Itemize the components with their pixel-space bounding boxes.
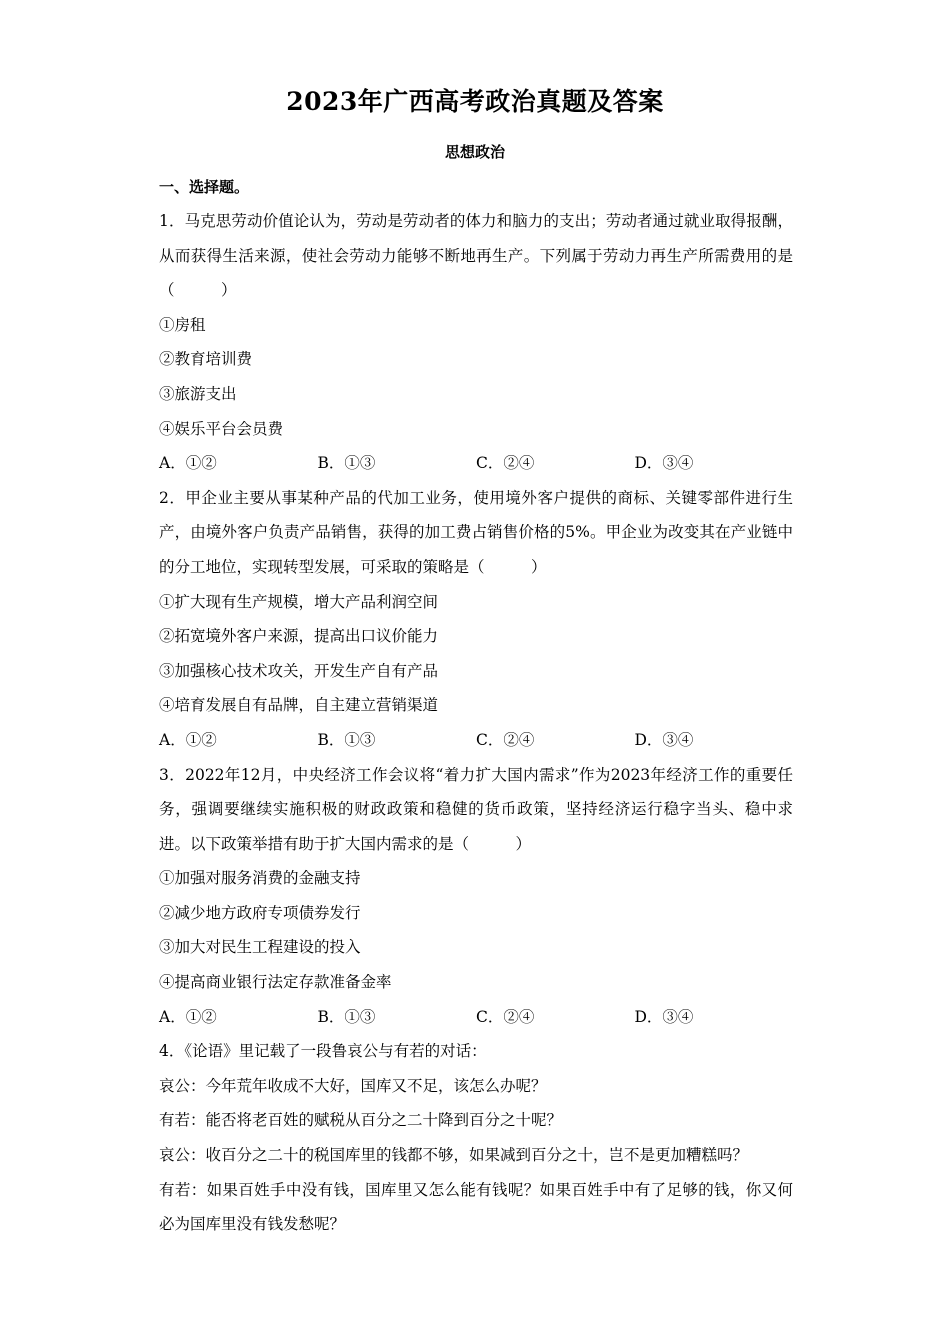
question-item: ②减少地方政府专项债券发行 <box>159 903 361 922</box>
dialogue-line: 有若：能否将老百姓的赋税从百分之二十降到百分之十呢？ <box>159 1111 563 1130</box>
question-item: ④培育发展自有品牌，自主建立营销渠道 <box>159 696 439 715</box>
question-item: ④娱乐平台会员费 <box>159 419 284 438</box>
question-stem: 1．马克思劳动价值论认为，劳动是劳动者的体力和脑力的支出；劳动者通过就业取得报酬，从而获得生活来源，使社会劳动力能够不断地再生产。下列属于劳动力再生产所需费用的是（ ） <box>159 212 793 300</box>
question-4 <box>159 1034 793 1242</box>
question-item: ③加大对民生工程建设的投入 <box>159 938 361 957</box>
question-item: ②教育培训费 <box>159 350 253 369</box>
option-a: A．①② <box>159 1007 217 1026</box>
question-stem: 2．甲企业主要从事某种产品的代加工业务，使用境外客户提供的商标、关键零部件进行生产，由境外客户负责产品销售，获得的加工费占销售价格的5%。甲企业为改变其在产业链中的分工地位，实现转型发展，可采取的策略是（ ） <box>159 488 793 576</box>
option-a: A．①② <box>159 454 217 473</box>
question-item: ①房租 <box>159 315 206 334</box>
question-2 <box>159 481 793 758</box>
question-1 <box>159 204 793 481</box>
question-stem: 4．《论语》里记载了一段鲁哀公与有若的对话： <box>159 1042 487 1061</box>
question-item: ④提高商业银行法定存款准备金率 <box>159 973 392 992</box>
answer-options <box>159 446 793 481</box>
option-c: C．②④ <box>476 730 535 749</box>
section-heading: 一、选择题。 <box>159 178 250 196</box>
option-a: A．①② <box>159 730 217 749</box>
answer-options <box>159 723 793 758</box>
question-item: ①加强对服务消费的金融支持 <box>159 869 361 888</box>
document-subtitle: 思想政治 <box>444 143 505 161</box>
option-b: B．①③ <box>317 730 376 749</box>
document-title: 2023年广西高考政治真题及答案 <box>286 87 664 116</box>
option-c: C．②④ <box>476 1007 535 1026</box>
question-stem: 3．2022年12月，中央经济工作会议将“着力扩大国内需求”作为2023年经济工作的重要任务，强调要继续实施积极的财政政策和稳健的货币政策，坚持经济运行稳字当头、稳中求进。以下政策举措有助于扩大国内需求的是（ ） <box>159 765 793 853</box>
option-d: D．③④ <box>634 730 694 749</box>
question-item: ①扩大现有生产规模，增大产品利润空间 <box>159 592 439 611</box>
question-item: ③加强核心技术攻关，开发生产自有产品 <box>159 661 439 680</box>
question-item: ②拓宽境外客户来源，提高出口议价能力 <box>159 627 439 646</box>
question-3 <box>159 758 793 1035</box>
dialogue-line: 哀公：今年荒年收成不大好，国库又不足，该怎么办呢？ <box>159 1076 547 1095</box>
answer-options <box>159 1000 793 1035</box>
option-c: C．②④ <box>476 454 535 473</box>
question-item: ③旅游支出 <box>159 384 237 403</box>
option-d: D．③④ <box>634 454 694 473</box>
option-d: D．③④ <box>634 1007 694 1026</box>
option-b: B．①③ <box>317 454 376 473</box>
option-b: B．①③ <box>317 1007 376 1026</box>
dialogue-line: 有若：如果百姓手中没有钱，国库里又怎么能有钱呢？如果百姓手中有了足够的钱，你又何必为国库里没有钱发愁呢？ <box>159 1180 793 1234</box>
questions-content <box>159 204 793 1242</box>
dialogue-line: 哀公：收百分之二十的税国库里的钱都不够，如果减到百分之十，岂不是更加糟糕吗？ <box>159 1146 749 1165</box>
